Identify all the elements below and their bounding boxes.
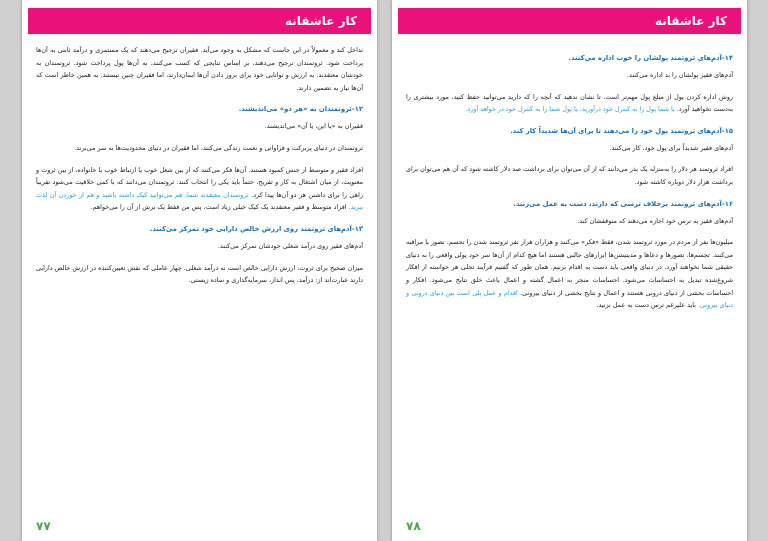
left-page: [22, 0, 377, 541]
paragraph-text: میلیون‌ها نفر از مردم در مورد ثروتمند شدن، فقط «فکر» می‌کنند و هزاران هزار نفر ثروتمند شدن را تجسم، تصور یا مراقبه می‌کنند. تجسم‌ها، تصورها و دعاها و مدیتیشن‌ها ابزارهای جالبی هستند اما هیچ کدام از آن‌ها سر خود پولی واقعی را به دنیای حقیقی شما نخواهند آورد. در دنیای واقعی باید دست به اقدام بزنیم. همان طور که گفتیم فرآیند تجلی هر خواسته از افکار شروع‌شده تبدیل به احساسات می‌شود. احساسات منجر به اعمال گشته و اعمال باعث خلق نتایج می‌شود. افکار و احساسات بخشی از دنیای درونی هستند و اعمال و نتایج بخشی از دنیای بیرونی.: [406, 238, 733, 297]
chapter-header: کار عاشقانه: [28, 8, 371, 34]
right-page: [392, 0, 747, 541]
paragraph-text: روش اداره کردن پول از مبلغ پول مهم‌تر است. تا نشان ندهید که آنچه را که دارید می‌توانید حفظ کنید، مورد بیشتری را به‌دست نخواهید آورد.: [406, 92, 733, 114]
paragraph: [406, 91, 733, 116]
paragraph: آدم‌های فقیر شدیداً برای پول خود، کار می‌کنند.: [609, 143, 733, 152]
paragraph: فقیران به «یا این، یا آن» می‌اندیشند.: [264, 122, 363, 131]
paragraph: افراد ثروتمند هر دلار را به‌منزله یک بذر می‌دانند که از آن می‌توان برای برداشت صد دلار کاشته شود که آن هم می‌توان برای برداشت هزار دلار دوباره کاشته شود.: [406, 165, 733, 186]
page-body: [36, 44, 363, 511]
chapter-header: کار عاشقانه: [398, 8, 741, 34]
highlighted-quote: ثروتمندان معتقدند شما، هم می‌توانید کیک داشته باشید و هم از خوردن آن لذت ببرید.: [36, 190, 363, 212]
section-heading: ۱۴-آدم‌های ثروتمند پولشان را خوب اداره می‌کنند.: [568, 54, 733, 62]
paragraph: آدم‌های فقیر به ترس خود اجازه می‌دهند که متوقفشان کند.: [577, 216, 733, 225]
paragraph-text: افراد فقیر و متوسط از جنس کمبود هستند. آن‌ها فکر می‌کنند که از بین شغل خوب یا ارتباط خوب با خانواده، از بین ثروت و معنویت، از میان اشتغال به کار و تفریح، حتماً باید یکی را انتخاب کنند. ثروتمندان می‌دانند که با کمی خلاقیت می‌شود تقریباً راهی را برای داشتن هر دو آن‌ها پیدا کرد.: [36, 165, 363, 199]
paragraph: ثروتمندان در دنیای پربرکت و فراوانی و نعمت زندگی می‌کنند، اما فقیران در دنیای محدودیت‌ها به سر می‌برند.: [74, 143, 363, 152]
section-heading: ۱۵-آدم‌های ثروتمند پول خود را می‌دهند تا برای آن‌ها شدیداً کار کند.: [510, 126, 733, 135]
page-number: ۷۸: [406, 519, 421, 533]
section-heading: ۱۲-ثروتمندان به «هر دو» می‌اندیشند.: [238, 105, 363, 114]
section-heading: ۱۳-آدم‌های ثروتمند روی ارزش خالص دارایی خود تمرکز می‌کنند.: [149, 224, 363, 233]
paragraph: [406, 236, 733, 312]
page-body: [406, 44, 733, 511]
highlighted-quote: یا شما پول را به کنترل خود درآورید، یا پول شما را به کنترل خود در خواهد آورد.: [465, 105, 677, 114]
paragraph-text: باید علیرغم ترس دست به عمل بزنید.: [596, 301, 698, 310]
paragraph: میزان صحیح برای ثروت، ارزش دارایی خالص است نه درآمد شغلی. چهار عاملی که نقش تعیین‌کننده در ارزش خالص دارایی دارند عبارت‌اند از: درآمد، پس انداز، سرمایه‌گذاری و ساده زیستی.: [36, 263, 363, 285]
paragraph-text: افراد متوسط و فقیر معتقدند یک کیک خیلی زیاد است، پس من فقط یک برش از آن را می‌خواهم.: [90, 203, 349, 212]
paragraph: [36, 164, 363, 214]
page-number: ۷۷: [36, 519, 51, 533]
highlighted-quote: اقدام و عمل پلی است بین دنیای درونی و دنیای بیرونی.: [406, 288, 733, 310]
paragraph: آدم‌های فقیر روی درآمد شغلی خودشان تمرکز می‌کنند.: [217, 241, 363, 250]
paragraph: تداخل کند و معمولاً در این جاست که مشکل به وجود می‌آید. فقیران ترجیح می‌دهند که یک مستمری و درآمد ثابتی به آن‌ها پرداخت شود. ثروتمندان ترجیح می‌دهند، بر اساس نتایجی که کسب می‌کنند، به آن‌ها پول پرداخت شود. ثروتمندان به خودشان معتقدند. به ارزش و توانایی خود برای بروز دادن آن‌ها ایمان‌دارند، اما فقیران چنین نیستند. به همین خاطر است که آن‌ها نیاز به تضمین دارند.: [36, 46, 363, 92]
paragraph: آدم‌های فقیر پولشان را بد اداره می‌کنند.: [626, 71, 733, 79]
section-heading: ۱۶-آدم‌های ثروتمند برخلاف ترسی که دارند، دست به عمل می‌زنند.: [513, 199, 733, 208]
